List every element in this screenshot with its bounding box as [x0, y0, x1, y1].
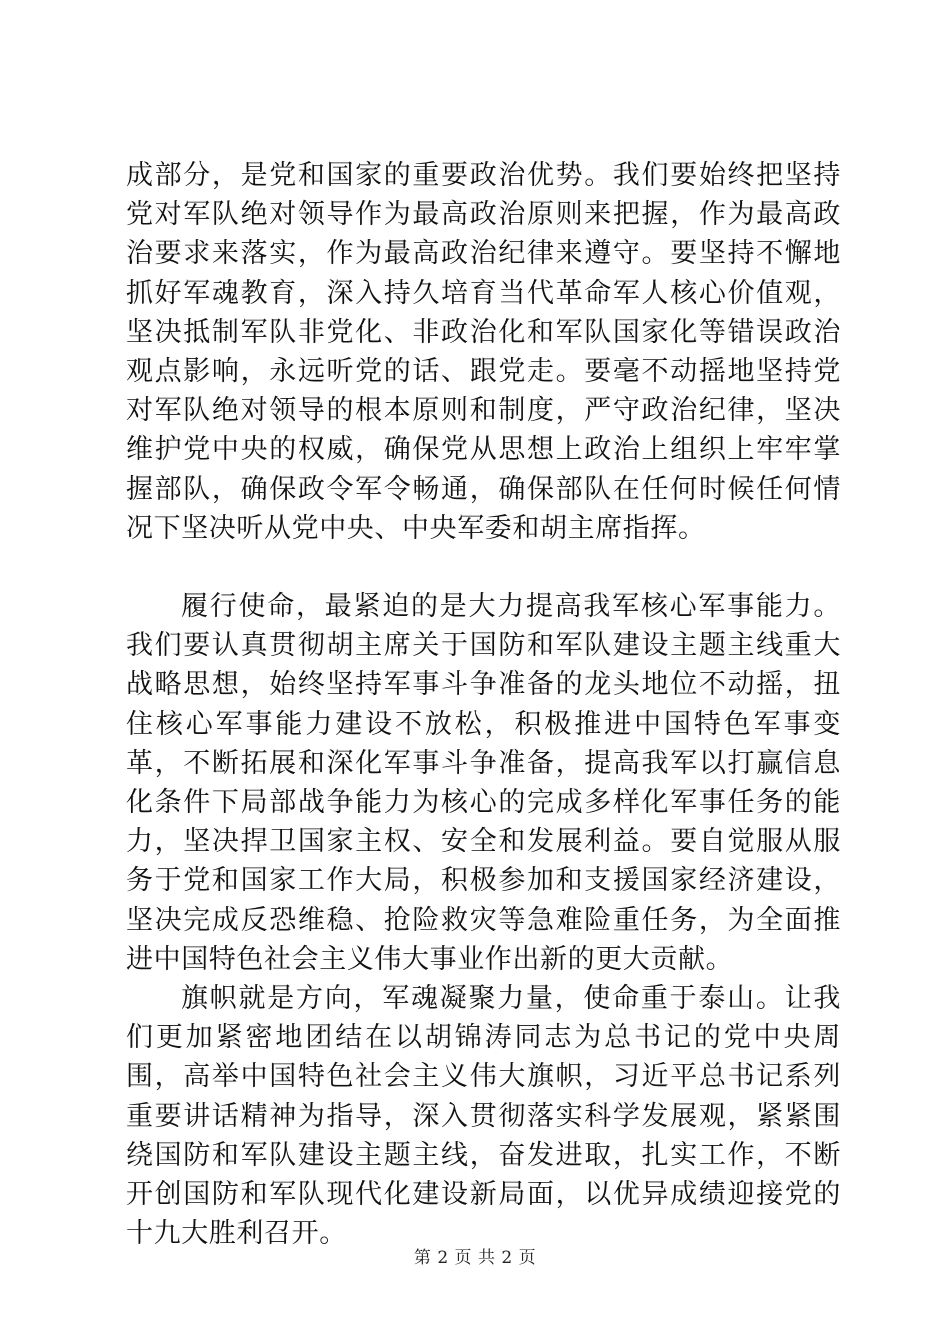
document-body — [126, 156, 841, 1253]
paragraph-3: 旗帜就是方向，军魂凝聚力量，使命重于泰山。让我们更加紧密地团结在以胡锦涛同志为总书记的党中央周围，高举中国特色社会主义伟大旗帜，习近平总书记系列重要讲话精神为指导，深入贯彻落实科学发展观，紧紧围绕国防和军队建设主题主线，奋发进取，扎实工作，不断开创国防和军队现代化建设新局面，以优异成绩迎接党的十九大胜利召开。 — [126, 983, 841, 1250]
paragraph-2: 履行使命，最紧迫的是大力提高我军核心军事能力。我们要认真贯彻胡主席关于国防和军队建设主题主线重大战略思想，始终坚持军事斗争准备的龙头地位不动摇，扭住核心军事能力建设不放松，积极推进中国特色军事变革，不断拓展和深化军事斗争准备，提高我军以打赢信息化条件下局部战争能力为核心的完成多样化军事任务的能力，坚决捍卫国家主权、安全和发展利益。要自觉服从服务于党和国家工作大局，积极参加和支援国家经济建设，坚决完成反恐维稳、抢险救灾等急难险重任务，为全面推进中国特色社会主义伟大事业作出新的更大贡献。 — [126, 591, 841, 975]
paragraph-1: 成部分，是党和国家的重要政治优势。我们要始终把坚持党对军队绝对领导作为最高政治原则来把握，作为最高政治要求来落实，作为最高政治纪律来遵守。要坚持不懈地抓好军魂教育，深入持久培育当代革命军人核心价值观，坚决抵制军队非党化、非政治化和军队国家化等错误政治观点影响，永远听党的话、跟党走。要毫不动摇地坚持党对军队绝对领导的根本原则和制度，严守政治纪律，坚决维护党中央的权威，确保党从思想上政治上组织上牢牢掌握部队，确保政令军令畅通，确保部队在任何时候任何情况下坚决听从党中央、中央军委和胡主席指挥。 — [126, 160, 841, 544]
page-number-footer: 第 2 页 共 2 页 — [413, 1248, 537, 1268]
